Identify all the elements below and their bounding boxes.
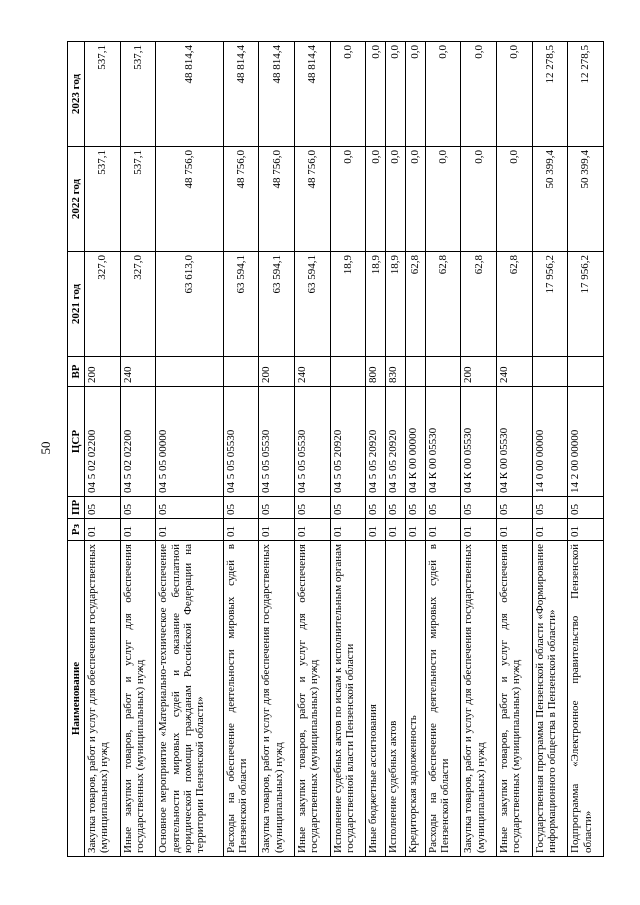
cell-name: Закупка товаров, работ и услуг для обеспечения государственных (муниципальных) нужд bbox=[259, 541, 295, 857]
cell-vr: 200 bbox=[259, 357, 295, 387]
cell-vr: 200 bbox=[461, 357, 497, 387]
table-row bbox=[386, 42, 406, 857]
cell-name: Кредиторская задолженность bbox=[405, 541, 425, 857]
table-row bbox=[461, 42, 497, 857]
cell-pr: 05 bbox=[425, 497, 461, 519]
cell-csr: 04 5 05 20920 bbox=[386, 387, 406, 497]
cell-2023: 0,0 bbox=[386, 42, 406, 147]
cell-2023: 0,0 bbox=[496, 42, 532, 147]
cell-name: Закупка товаров, работ и услуг для обеспечения государственных (муниципальных) нужд bbox=[461, 541, 497, 857]
cell-vr: 240 bbox=[120, 357, 156, 387]
cell-2021: 63 594,1 bbox=[259, 252, 295, 357]
table-row bbox=[568, 42, 604, 857]
cell-2021: 62,8 bbox=[496, 252, 532, 357]
cell-2021: 18,9 bbox=[366, 252, 386, 357]
cell-csr: 04 К 00 00000 bbox=[405, 387, 425, 497]
cell-name: Исполнение судебных актов bbox=[386, 541, 406, 857]
cell-name: Подпрограмма «Электронное правительство Пензенской области» bbox=[568, 541, 604, 857]
table-row bbox=[295, 42, 331, 857]
cell-name: Расходы на обеспечение деятельности мировых судей в Пензенской области bbox=[425, 541, 461, 857]
cell-csr: 04 5 02 02200 bbox=[85, 387, 121, 497]
budget-table bbox=[67, 41, 604, 857]
cell-2021: 63 594,1 bbox=[223, 252, 259, 357]
header-name: Наименование bbox=[68, 541, 85, 857]
cell-2022: 48 756,0 bbox=[295, 147, 331, 252]
cell-name: Иные закупки товаров, работ и услуг для обеспечения государственных (муниципальных) нужд bbox=[120, 541, 156, 857]
cell-2021: 62,8 bbox=[425, 252, 461, 357]
header-vr: ВР bbox=[68, 357, 85, 387]
cell-2023: 0,0 bbox=[461, 42, 497, 147]
table-row bbox=[223, 42, 259, 857]
header-csr: ЦСР bbox=[68, 387, 85, 497]
cell-rz: 01 bbox=[85, 519, 121, 541]
cell-2023: 0,0 bbox=[425, 42, 461, 147]
cell-csr: 04 5 02 02200 bbox=[120, 387, 156, 497]
cell-rz: 01 bbox=[330, 519, 366, 541]
cell-name: Закупка товаров, работ и услуг для обеспечения государственных (муниципальных) нужд bbox=[85, 541, 121, 857]
cell-2021: 63 594,1 bbox=[295, 252, 331, 357]
cell-2022: 50 399,4 bbox=[568, 147, 604, 252]
cell-2022: 50 399,4 bbox=[532, 147, 568, 252]
cell-2021: 18,9 bbox=[330, 252, 366, 357]
cell-2023: 0,0 bbox=[366, 42, 386, 147]
cell-rz: 01 bbox=[156, 519, 223, 541]
header-pr: ПР bbox=[68, 497, 85, 519]
cell-vr bbox=[425, 357, 461, 387]
cell-rz: 01 bbox=[461, 519, 497, 541]
table-row bbox=[85, 42, 121, 857]
cell-csr: 04 5 05 20920 bbox=[366, 387, 386, 497]
cell-2022: 48 756,0 bbox=[223, 147, 259, 252]
cell-csr: 04 К 00 05530 bbox=[425, 387, 461, 497]
cell-name: Государственная программа Пензенской области «Формирование информационного общества в Пензенской области» bbox=[532, 541, 568, 857]
cell-csr: 04 5 05 05530 bbox=[259, 387, 295, 497]
cell-name: Иные закупки товаров, работ и услуг для обеспечения государственных (муниципальных) нужд bbox=[496, 541, 532, 857]
cell-2021: 63 613,0 bbox=[156, 252, 223, 357]
cell-pr: 05 bbox=[461, 497, 497, 519]
cell-rz: 01 bbox=[425, 519, 461, 541]
cell-2023: 48 814,4 bbox=[259, 42, 295, 147]
cell-2021: 327,0 bbox=[120, 252, 156, 357]
cell-vr: 240 bbox=[496, 357, 532, 387]
cell-2021: 17 956,2 bbox=[532, 252, 568, 357]
cell-2023: 537,1 bbox=[85, 42, 121, 147]
cell-pr: 05 bbox=[366, 497, 386, 519]
cell-vr: 200 bbox=[85, 357, 121, 387]
cell-2021: 62,8 bbox=[405, 252, 425, 357]
cell-2022: 537,1 bbox=[120, 147, 156, 252]
cell-2021: 17 956,2 bbox=[568, 252, 604, 357]
table-row bbox=[532, 42, 568, 857]
table-row bbox=[405, 42, 425, 857]
cell-vr: 240 bbox=[295, 357, 331, 387]
cell-name: Иные бюджетные ассигнования bbox=[366, 541, 386, 857]
cell-name: Основное мероприятие «Материально-техническое обеспечение деятельности мировых судей и оказание бесплатной юридической помощи гражданам Российской Федерации на территории Пензенской области» bbox=[156, 541, 223, 857]
table-row bbox=[496, 42, 532, 857]
table-row bbox=[120, 42, 156, 857]
cell-2022: 537,1 bbox=[85, 147, 121, 252]
table-header-row bbox=[68, 42, 85, 857]
cell-csr: 04 5 05 05530 bbox=[295, 387, 331, 497]
cell-vr bbox=[330, 357, 366, 387]
cell-2023: 537,1 bbox=[120, 42, 156, 147]
cell-pr: 05 bbox=[295, 497, 331, 519]
cell-rz: 01 bbox=[496, 519, 532, 541]
header-2022: 2022 год bbox=[68, 147, 85, 252]
table-row bbox=[366, 42, 386, 857]
cell-2022: 0,0 bbox=[366, 147, 386, 252]
cell-vr bbox=[532, 357, 568, 387]
cell-2022: 48 756,0 bbox=[156, 147, 223, 252]
cell-name: Исполнение судебных актов по искам к исполнительным органам государственной власти Пензенской области bbox=[330, 541, 366, 857]
cell-csr: 04 К 00 05530 bbox=[461, 387, 497, 497]
cell-2022: 0,0 bbox=[425, 147, 461, 252]
cell-rz: 01 bbox=[223, 519, 259, 541]
cell-rz: 01 bbox=[366, 519, 386, 541]
cell-2021: 62,8 bbox=[461, 252, 497, 357]
cell-2023: 0,0 bbox=[405, 42, 425, 147]
cell-vr bbox=[405, 357, 425, 387]
rotated-page-content bbox=[67, 42, 604, 857]
cell-rz: 01 bbox=[568, 519, 604, 541]
table-row bbox=[330, 42, 366, 857]
cell-rz: 01 bbox=[259, 519, 295, 541]
cell-pr: 05 bbox=[85, 497, 121, 519]
cell-name: Расходы на обеспечение деятельности мировых судей в Пензенской области bbox=[223, 541, 259, 857]
cell-rz: 01 bbox=[405, 519, 425, 541]
cell-2022: 0,0 bbox=[330, 147, 366, 252]
cell-vr: 800 bbox=[366, 357, 386, 387]
header-rz: Рз bbox=[68, 519, 85, 541]
header-2023: 2023 год bbox=[68, 42, 85, 147]
cell-rz: 01 bbox=[295, 519, 331, 541]
cell-2023: 0,0 bbox=[330, 42, 366, 147]
cell-pr: 05 bbox=[156, 497, 223, 519]
cell-2023: 48 814,4 bbox=[295, 42, 331, 147]
cell-2021: 18,9 bbox=[386, 252, 406, 357]
cell-csr: 04 5 05 20920 bbox=[330, 387, 366, 497]
cell-csr: 14 2 00 00000 bbox=[568, 387, 604, 497]
cell-rz: 01 bbox=[386, 519, 406, 541]
cell-pr: 05 bbox=[120, 497, 156, 519]
cell-vr bbox=[156, 357, 223, 387]
cell-pr: 05 bbox=[259, 497, 295, 519]
cell-2023: 12 278,5 bbox=[532, 42, 568, 147]
cell-pr: 05 bbox=[532, 497, 568, 519]
cell-2021: 327,0 bbox=[85, 252, 121, 357]
cell-pr: 05 bbox=[568, 497, 604, 519]
header-2021: 2021 год bbox=[68, 252, 85, 357]
cell-2023: 48 814,4 bbox=[156, 42, 223, 147]
cell-pr: 05 bbox=[330, 497, 366, 519]
cell-pr: 05 bbox=[223, 497, 259, 519]
cell-2022: 48 756,0 bbox=[259, 147, 295, 252]
cell-2022: 0,0 bbox=[461, 147, 497, 252]
cell-csr: 04 5 05 00000 bbox=[156, 387, 223, 497]
cell-vr: 830 bbox=[386, 357, 406, 387]
cell-2022: 0,0 bbox=[386, 147, 406, 252]
cell-2023: 48 814,4 bbox=[223, 42, 259, 147]
table-body bbox=[85, 42, 604, 857]
cell-rz: 01 bbox=[120, 519, 156, 541]
cell-csr: 14 0 00 00000 bbox=[532, 387, 568, 497]
cell-csr: 04 5 05 05530 bbox=[223, 387, 259, 497]
cell-2023: 12 278,5 bbox=[568, 42, 604, 147]
cell-pr: 05 bbox=[386, 497, 406, 519]
cell-vr bbox=[223, 357, 259, 387]
cell-name: Иные закупки товаров, работ и услуг для обеспечения государственных (муниципальных) нужд bbox=[295, 541, 331, 857]
table-row bbox=[259, 42, 295, 857]
cell-pr: 05 bbox=[405, 497, 425, 519]
table-row bbox=[425, 42, 461, 857]
cell-csr: 04 К 00 05530 bbox=[496, 387, 532, 497]
cell-2022: 0,0 bbox=[405, 147, 425, 252]
cell-2022: 0,0 bbox=[496, 147, 532, 252]
cell-rz: 01 bbox=[532, 519, 568, 541]
cell-vr bbox=[568, 357, 604, 387]
table-row bbox=[156, 42, 223, 857]
cell-pr: 05 bbox=[496, 497, 532, 519]
page-number: 50 bbox=[38, 441, 53, 455]
